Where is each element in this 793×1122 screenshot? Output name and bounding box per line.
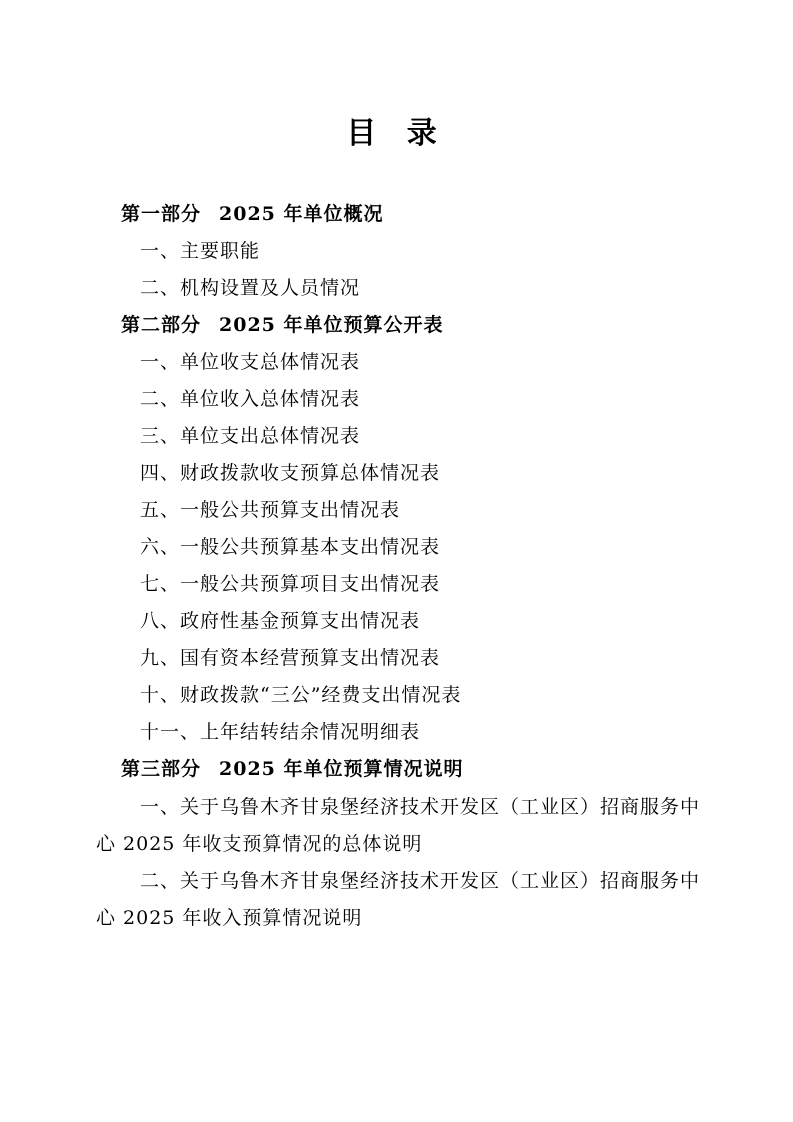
toc-item[interactable]: 五、一般公共预算支出情况表 (140, 499, 401, 521)
toc-item-paragraph[interactable]: 一、关于乌鲁木齐甘泉堡经济技术开发区（工业区）招商服务中心 2025 年收支预算情况的总体说明 (96, 796, 701, 855)
toc-part-2[interactable] (121, 307, 793, 344)
toc-item[interactable]: 七、一般公共预算项目支出情况表 (140, 573, 441, 595)
part-label: 第二部分 (121, 314, 202, 336)
page-title: 目 录 (346, 116, 447, 151)
part-heading: 2025 年单位预算情况说明 (219, 758, 464, 780)
toc-item[interactable]: 一、主要职能 (140, 240, 261, 262)
part-label: 第三部分 (121, 758, 202, 780)
part-heading: 2025 年单位概况 (219, 203, 384, 225)
toc-item[interactable]: 三、单位支出总体情况表 (140, 425, 361, 447)
toc-item[interactable]: 二、机构设置及人员情况 (140, 277, 361, 299)
toc-item[interactable]: 八、政府性基金预算支出情况表 (140, 610, 421, 632)
toc-part-1[interactable] (121, 196, 793, 233)
toc-item[interactable]: 一、单位收支总体情况表 (140, 351, 361, 373)
toc-item[interactable]: 四、财政拨款收支预算总体情况表 (140, 462, 441, 484)
toc-item-paragraph[interactable]: 二、关于乌鲁木齐甘泉堡经济技术开发区（工业区）招商服务中心 2025 年收入预算情况说明 (96, 870, 701, 929)
toc-item[interactable]: 九、国有资本经营预算支出情况表 (140, 647, 441, 669)
part-heading: 2025 年单位预算公开表 (219, 314, 444, 336)
toc-item[interactable]: 十、财政拨款“三公”经费支出情况表 (140, 684, 462, 706)
toc-item[interactable]: 六、一般公共预算基本支出情况表 (140, 536, 441, 558)
toc-part-3[interactable] (121, 751, 793, 788)
toc-item[interactable]: 十一、上年结转结余情况明细表 (140, 721, 421, 743)
toc-item[interactable]: 二、单位收入总体情况表 (140, 388, 361, 410)
part-label: 第一部分 (121, 203, 202, 225)
